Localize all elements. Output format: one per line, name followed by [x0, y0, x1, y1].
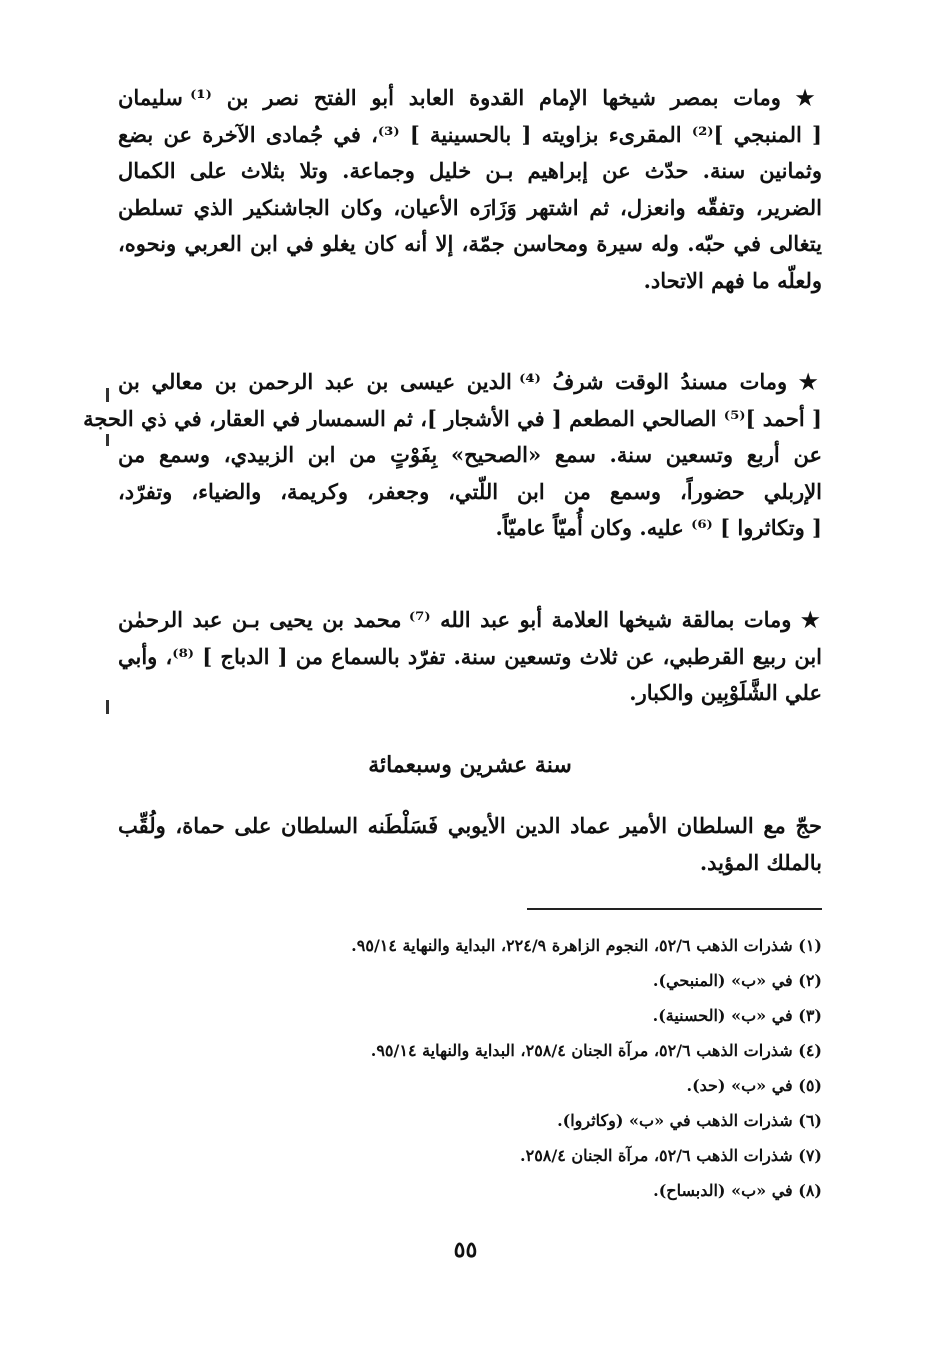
footnote-3: (٣) في «ب» (الحسنية).: [652, 1006, 822, 1025]
text-line: عن أربع وتسعين سنة. سمع «الصحيح» بِفَوْتٍ من ابن الزبيدي، وسمع من: [118, 442, 822, 467]
footnote-8: (٨) في «ب» (الدبساح).: [653, 1181, 822, 1200]
section-heading: سنة عشرين وسبعمائة: [368, 752, 572, 778]
text-line: وثمانين سنة. حدّث عن إبراهيم بـن خليل وجماعة. وتلا بثلاث على الكمال: [118, 158, 822, 183]
text-line: ابن ربيع القرطبي، عن ثلاث وتسعين سنة. تفرّد بالسماع من [ الدباج ] ⁽⁸⁾، وأبي: [118, 643, 823, 669]
paragraph-death-nasr-almanbiji: [118, 80, 822, 299]
footnote-4: (٤) شذرات الذهب ٥٢/٦، مرآة الجنان ٢٥٨/٤، البداية والنهاية ٩٥/١٤.: [370, 1041, 822, 1060]
text-line: علي الشَّلَوْبِين والكبار.: [629, 680, 822, 705]
text-line: الإربلي حضوراً، وسمع من ابن اللّتي، وجعفر، وكريمة، والضياء، وتفرّد،: [118, 478, 822, 504]
paragraph-death-isa-almutim: [83, 364, 822, 547]
page-number: ٥٥: [453, 1237, 478, 1263]
footnote-5: (٥) في «ب» (حد).: [686, 1076, 822, 1095]
text-line: ولعلّه ما فهم الاتحاد.: [643, 267, 822, 293]
margin-mark: [106, 434, 109, 446]
margin-mark: [106, 700, 109, 714]
paragraph-death-ibn-rabi: [118, 602, 822, 712]
footnote-2: (٢) في «ب» (المنبحي).: [652, 971, 822, 990]
margin-mark: [106, 388, 109, 402]
text-line: يتغالى في حبّه. وله سيرة ومحاسن جمّة، إلا أنه كان يغلو في ابن العربي ونحوه،: [118, 231, 822, 256]
paragraph-hajj-imad-aldin: [118, 808, 822, 881]
footnote-7: (٧) شذرات الذهب ٥٢/٦، مرآة الجنان ٢٥٨/٤.: [520, 1146, 822, 1165]
footnotes: [118, 928, 822, 1208]
text-line: [ وتكاثروا ] ⁽⁶⁾ عليه. وكان أُميّاً عاميّاً.: [495, 515, 822, 540]
text-line: ★ ومات بمالقة شيخها العلامة أبو عبد الله ⁽⁷⁾ محمد بن يحيى بـن عبد الرحمٰن: [118, 607, 822, 632]
text-line: بالملك المؤيد.: [699, 849, 822, 875]
text-line: ★ ومات مسندُ الوقت شرفُ ⁽⁴⁾ الدين عيسى بن عبد الرحمن بن معالي بن: [118, 369, 822, 394]
footnote-1: (١) شذرات الذهب ٥٢/٦، النجوم الزاهرة ٢٢٤/٩، البداية والنهاية ٩٥/١٤.: [351, 936, 822, 955]
text-line: [ المنبجي ]⁽²⁾ المقرىء بزاويته [ بالحسينية ] ⁽³⁾، في جُمادى الآخرة عن بضع: [118, 121, 822, 147]
footnote-6: (٦) شذرات الذهب في «ب» (وكاثروا).: [557, 1111, 822, 1130]
text-line: الضرير، وتفقّه وانعزل، ثم اشتهر وَزَارَه الأعيان، وكان الجاشنكير الذي تسلطن: [118, 194, 822, 220]
footnote-divider: [527, 908, 822, 910]
text-line: ★ ومات بمصر شيخها الإمام القدوة العابد أبو الفتح نصر بن ⁽¹⁾ سليمان: [118, 85, 822, 110]
text-line: [ أحمد ]⁽⁵⁾ الصالحي المطعم [ في الأشجار ]، ثم السمسار في العقار، في ذي الحجة: [83, 405, 822, 431]
text-line: حجّ مع السلطان الأمير عماد الدين الأيوبي فَسَلْطَنه السلطان على حماة، ولُقِّب: [118, 813, 822, 838]
